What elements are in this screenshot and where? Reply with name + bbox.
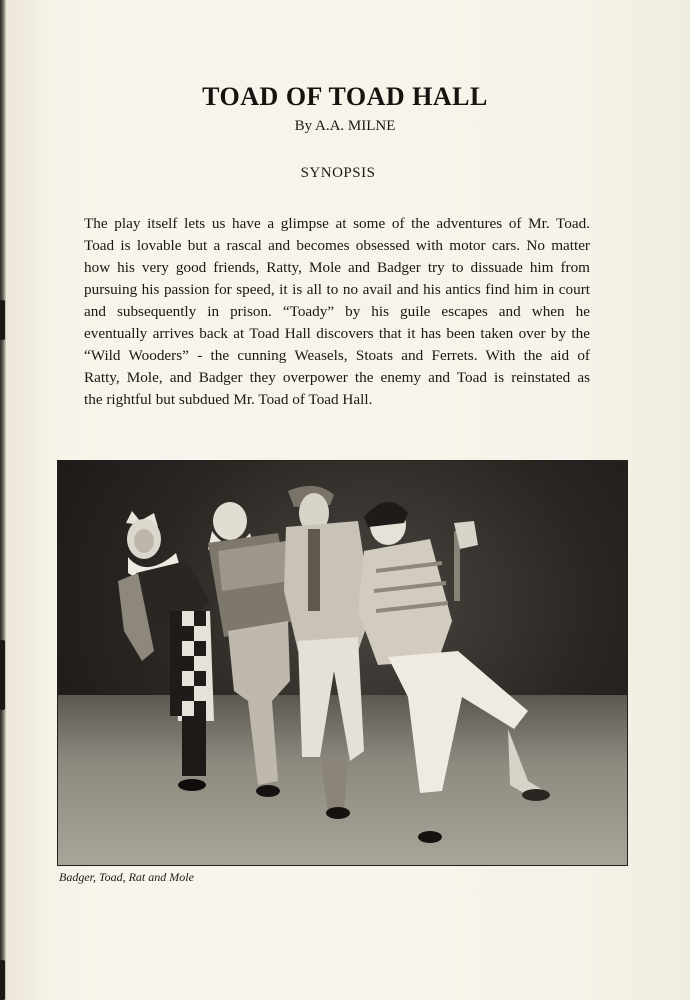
synopsis-line: The play itself lets us have a glimpse at some of the adventures of Mr. Toad.: [84, 215, 590, 232]
author-byline: By A.A. MILNE: [294, 118, 396, 134]
mole-figure: [358, 502, 550, 843]
binding-mark: [0, 960, 5, 1000]
synopsis-line: pursuing his passion for speed, it is all to no avail and his antics find him in court: [84, 281, 590, 298]
performers-illustration: [58, 461, 627, 865]
synopsis-line: the rightful but subdued Mr. Toad of Toad Hall.: [84, 391, 373, 408]
synopsis-paragraph: [84, 213, 590, 411]
toad-figure: [208, 502, 294, 797]
cast-photograph: [58, 461, 627, 865]
binding-mark: [0, 640, 5, 710]
badger-figure: [118, 511, 214, 791]
synopsis-line: how his very good friends, Ratty, Mole and Badger try to dissuade him from: [84, 259, 590, 276]
synopsis-line: “Wild Wooders” - the cunning Weasels, Stoats and Ferrets. With the aid of: [84, 347, 590, 364]
page-title: TOAD OF TOAD HALL: [202, 82, 488, 111]
synopsis-line: Ratty, Mole, and Badger they overpower the enemy and Toad is reinstated as: [84, 369, 590, 386]
photo-caption: Badger, Toad, Rat and Mole: [59, 870, 194, 884]
synopsis-line: eventually arrives back at Toad Hall discovers that it has been taken over by the: [84, 325, 590, 342]
synopsis-heading: SYNOPSIS: [300, 165, 376, 181]
synopsis-line: Toad is lovable but a rascal and becomes obsessed with motor cars. No matter: [84, 237, 590, 254]
binding-mark: [0, 300, 5, 340]
synopsis-line: and subsequently in prison. “Toady” by his guile escapes and when he: [84, 303, 590, 320]
rat-figure: [284, 486, 372, 819]
